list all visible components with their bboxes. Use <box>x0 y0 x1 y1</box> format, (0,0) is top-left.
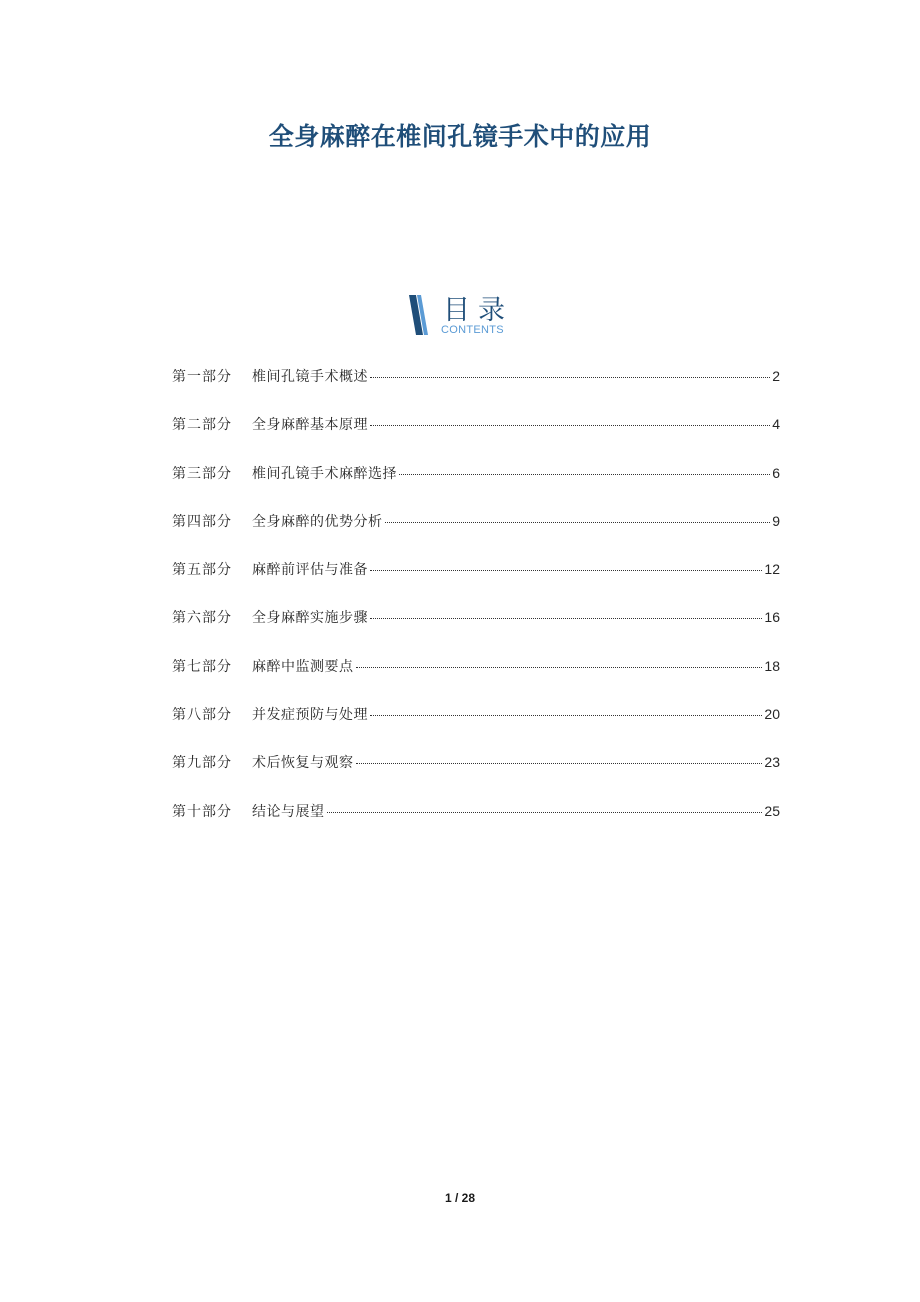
toc-dot-leader <box>399 474 770 475</box>
toc-dot-leader <box>356 763 763 764</box>
toc-entry-page-number: 25 <box>764 802 780 819</box>
toc-entry-page-number: 6 <box>772 464 780 481</box>
toc-entry-title: 麻醉中监测要点 <box>252 658 354 675</box>
toc-entry-part: 第三部分 <box>172 465 232 482</box>
toc-entry[interactable] <box>172 704 780 752</box>
toc-heading: 目录 <box>443 295 513 326</box>
toc-entry-title: 结论与展望 <box>252 803 325 820</box>
toc-entry-part: 第十部分 <box>172 803 232 820</box>
toc-entry[interactable] <box>172 607 780 655</box>
toc-entry-part: 第四部分 <box>172 513 232 530</box>
toc-entry-page-number: 2 <box>772 368 780 384</box>
toc-entry[interactable] <box>172 656 780 704</box>
toc-entry-page-number: 23 <box>764 754 780 771</box>
toc-dot-leader <box>385 522 771 523</box>
toc-list <box>172 366 780 849</box>
toc-entry[interactable] <box>172 414 780 462</box>
toc-entry-title: 术后恢复与观察 <box>252 755 354 772</box>
toc-entry-title: 椎间孔镜手术麻醉选择 <box>252 465 397 482</box>
toc-entry-title: 椎间孔镜手术概述 <box>252 369 368 385</box>
toc-dot-leader <box>327 812 763 813</box>
toc-entry-title: 麻醉前评估与准备 <box>252 562 368 579</box>
document-title: 全身麻醉在椎间孔镜手术中的应用 <box>268 122 652 151</box>
toc-subheading: CONTENTS <box>441 324 504 336</box>
toc-dot-leader <box>370 715 762 716</box>
toc-entry[interactable] <box>172 366 780 414</box>
toc-dot-leader <box>356 667 763 668</box>
toc-entry[interactable] <box>172 559 780 607</box>
toc-entry-page-number: 12 <box>764 561 780 578</box>
toc-entry-part: 第二部分 <box>172 417 232 434</box>
toc-entry-title: 全身麻醉实施步骤 <box>252 610 368 627</box>
toc-entry-title: 全身麻醉基本原理 <box>252 417 368 434</box>
toc-dot-leader <box>370 570 762 571</box>
toc-entry-part: 第一部分 <box>172 369 232 385</box>
toc-entry-page-number: 18 <box>764 657 780 674</box>
toc-entry-part: 第九部分 <box>172 755 232 772</box>
toc-dot-leader <box>370 425 770 426</box>
toc-entry-part: 第七部分 <box>172 658 232 675</box>
toc-header <box>405 292 525 338</box>
toc-entry-part: 第六部分 <box>172 610 232 627</box>
toc-dot-leader <box>370 377 770 378</box>
toc-entry-page-number: 9 <box>772 512 780 529</box>
toc-dot-leader <box>370 618 762 619</box>
toc-entry-part: 第五部分 <box>172 562 232 579</box>
toc-entry[interactable] <box>172 801 780 849</box>
toc-entry-title: 并发症预防与处理 <box>252 707 368 724</box>
toc-entry[interactable] <box>172 463 780 511</box>
toc-entry-page-number: 16 <box>764 609 780 626</box>
toc-entry[interactable] <box>172 511 780 559</box>
toc-entry-title: 全身麻醉的优势分析 <box>252 513 383 530</box>
toc-entry-part: 第八部分 <box>172 707 232 724</box>
toc-entry[interactable] <box>172 752 780 800</box>
toc-entry-page-number: 20 <box>764 706 780 723</box>
toc-entry-page-number: 4 <box>772 416 780 433</box>
page-indicator: 1 / 28 <box>444 1191 476 1205</box>
toc-stripe-icon <box>407 295 433 335</box>
